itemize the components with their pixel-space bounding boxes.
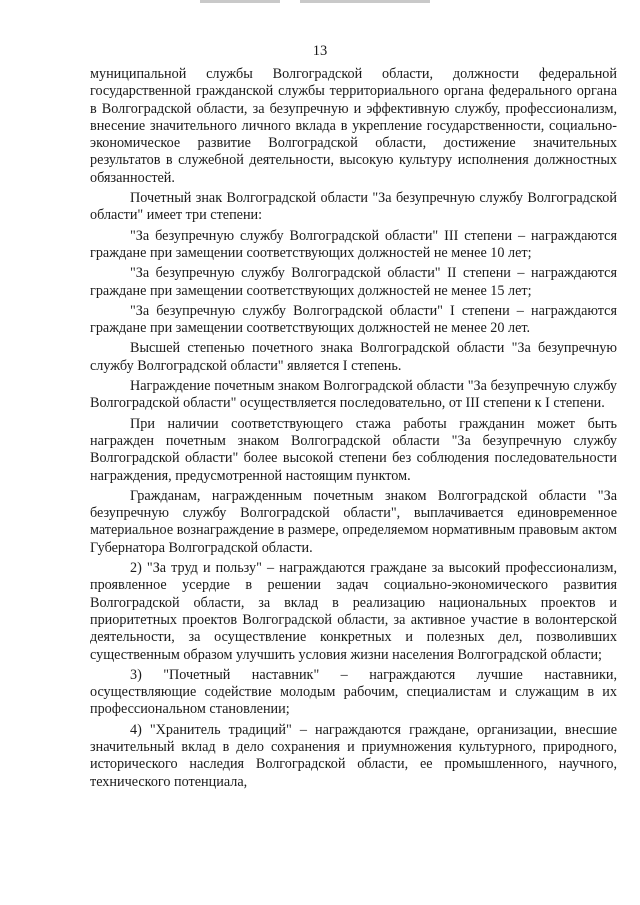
document-body [90,66,617,794]
list-item-3: 3) "Почетный наставник" – награждаются лучшие наставники, осуществляющие содействие молодым рабочим, специалистам и служащим в их профессиональном становлении; [90,666,617,718]
page-number: 13 [312,43,328,59]
paragraph: "За безупречную службу Волгоградской области" I степени – награждаются граждане при замещении соответствующих должностей не менее 20 лет. [90,302,617,337]
list-item-2: 2) "За труд и пользу" – награждаются граждане за высокий профессионализм, проявленное усердие в решении задач социально-экономического развития Волгоградской области, за вклад в реализацию национальных проектов и приоритетных проектов Волгоградской области, за активное участие в волонтерской деятельности, за осуществление конкретных и полезных дел, позволивших существенным образом улучшить условия жизни населения Волгоградской области; [90,560,617,663]
paragraph: Гражданам, награжденным почетным знаком Волгоградской области "За безупречную службу Волгоградской области", выплачивается единовременное материальное вознаграждение в размере, определяемом нормативным правовым актом Губернатора Волгоградской области. [90,487,617,556]
scan-edge-mark [300,0,430,3]
paragraph: Почетный знак Волгоградской области "За безупречную службу Волгоградской области" имеет три степени: [90,190,617,224]
paragraph: При наличии соответствующего стажа работы гражданин может быть награжден почетным знаком Волгоградской области "За безупречную службу Волгоградской области" более высокой степени без соблюдения последовательности награждения, предусмотренной настоящим пунктом. [90,415,617,484]
scan-edge-mark [200,0,280,3]
paragraph: Высшей степенью почетного знака Волгоградской области "За безупречную службу Волгоградской области" является I степень. [90,340,617,374]
paragraph: "За безупречную службу Волгоградской области" III степени – награждаются граждане при замещении соответствующих должностей не менее 10 лет; [90,227,617,261]
list-item-4: 4) "Хранитель традиций" – награждаются граждане, организации, внесшие значительный вклад в дело сохранения и приумножения культурного, природного, исторического наследия Волгоградской области, ее промышленного, научного, технического потенциала, [90,721,617,790]
paragraph: муниципальной службы Волгоградской области, должности федеральной государственной гражданской службы территориального органа федерального органа в Волгоградской области, за безупречную и эффективную службу, профессионализм, внесение значительного личного вклада в укрепление государственности, социально-экономическое развитие Волгоградской области, достижение значительных результатов в служебной деятельности, высокую культуру исполнения должностных обязанностей. [90,66,617,186]
paragraph: Награждение почетным знаком Волгоградской области "За безупречную службу Волгоградской области" осуществляется последовательно, от III степени к I степени. [90,378,617,412]
paragraph: "За безупречную службу Волгоградской области" II степени – награждаются граждане при замещении соответствующих должностей не менее 15 лет; [90,265,617,299]
